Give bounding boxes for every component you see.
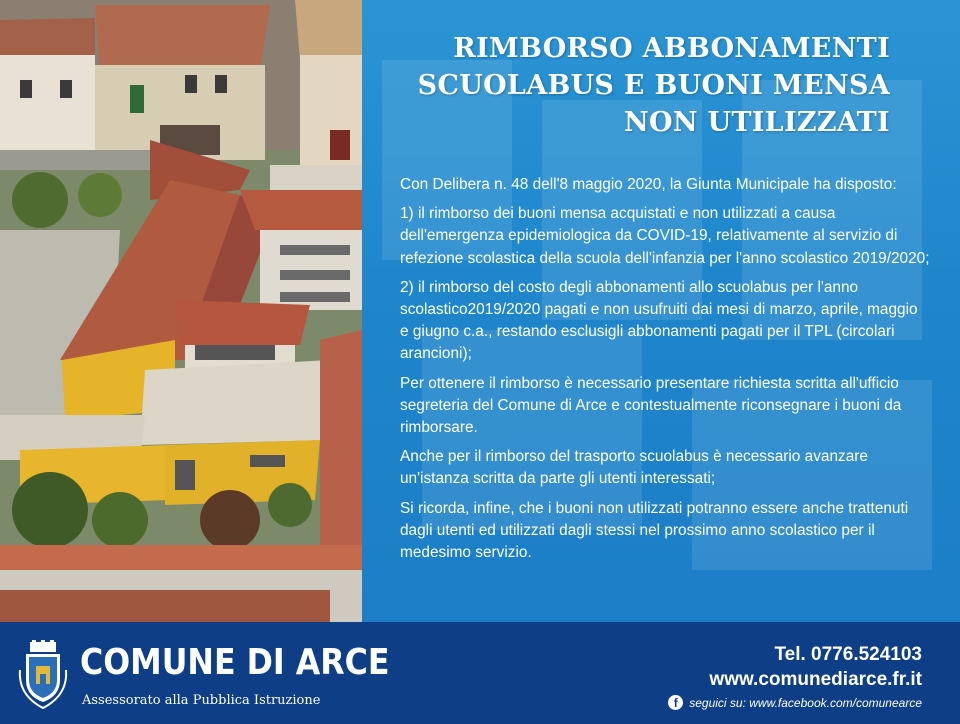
- facebook-link[interactable]: [668, 695, 922, 710]
- paragraph-intro: Con Delibera n. 48 dell'8 maggio 2020, la Giunta Municipale ha disposto:: [400, 176, 897, 193]
- paragraph-scuolabus: Anche per il rimborso del trasporto scuolabus è necessario avanzare un'istanza scritta da parte gli utenti interessati;: [400, 448, 868, 488]
- contact-block: [668, 644, 922, 710]
- website-link[interactable]: www.comunediarce.fr.it: [709, 669, 922, 690]
- phone-number: Tel. 0776.524103: [774, 644, 922, 665]
- org-name: COMUNE DI ARCE: [80, 642, 390, 683]
- org-subtitle: Assessorato alla Pubblica Istruzione: [82, 693, 321, 708]
- notice-body: [400, 174, 930, 571]
- school-building-photo: [0, 0, 362, 622]
- notice-title: [370, 30, 890, 141]
- notice-panel: [362, 0, 960, 622]
- paragraph-how-to: Per ottenere il rimborso è necessario presentare richiesta scritta all'ufficio segreteria del Comune di Arce e contestualmente riconsegnare i buoni da rimborsare.: [400, 374, 902, 437]
- footer-bar: [0, 622, 960, 724]
- title-line-3: NON UTILIZZATI: [624, 107, 890, 138]
- facebook-link-text: seguici su: www.facebook.com/comunearce: [689, 695, 922, 710]
- title-line-2: SCUOLABUS E BUONI MENSA: [417, 70, 890, 101]
- paragraph-point-1: 1) il rimborso dei buoni mensa acquistati e non utilizzati a causa dell'emergenza epidemiologica da COVID-19, relativamente al servizio di refezione scolastica della scuola dell'infanzia per l'anno scolastico 2019/2020;: [400, 205, 930, 267]
- municipal-crest-icon: [16, 640, 70, 710]
- paragraph-point-2: 2) il rimborso del costo degli abbonamenti allo scuolabus per l'anno scolastico2019/2020 pagati e non usufruiti dai mesi di marzo, aprile, maggio e giugno c.a., restando esclusigli abbonamenti pagati per il TPL (circolari arancioni);: [400, 278, 918, 363]
- facebook-icon: f: [668, 695, 683, 710]
- title-line-1: RIMBORSO ABBONAMENTI: [453, 33, 890, 64]
- paragraph-reminder: Si ricorda, infine, che i buoni non utilizzati potranno essere anche trattenuti dagli utenti ed utilizzati dagli stessi nel prossimo anno scolastico per il medesimo servizio.: [400, 499, 909, 562]
